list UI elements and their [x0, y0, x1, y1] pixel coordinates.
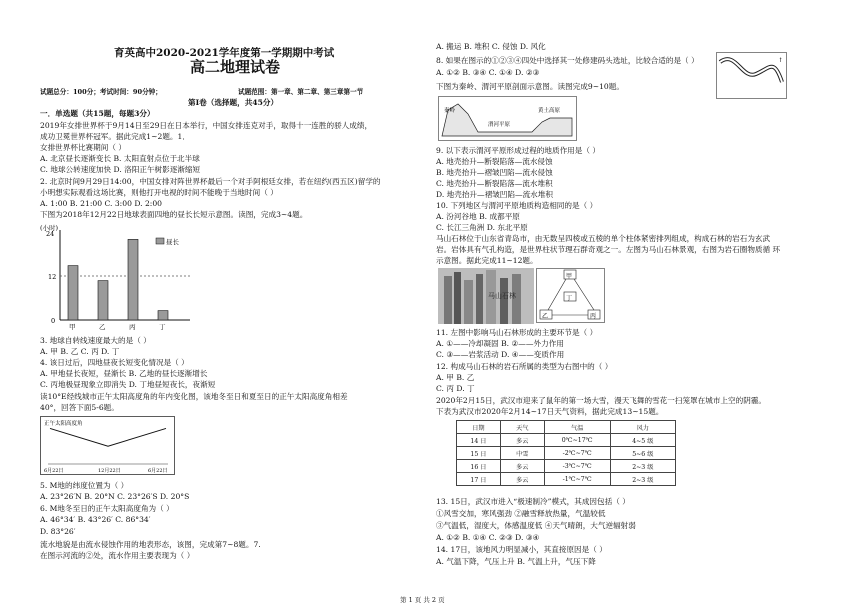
question-option: A. 地壳抬升—断裂陷落—流水侵蚀 [436, 157, 553, 166]
question-option: A. 北京昼长逐渐变长 B. 太阳直射点位于北半球 [40, 154, 200, 163]
question-text: 马山石林位于山东省青岛市，由无数呈四棱或五棱的单个柱体紧密排列组成，构成石林的岩石为玄武 [436, 234, 771, 243]
y-tick-label: 24 [46, 230, 55, 238]
chart-unit-label: (小时) [40, 224, 59, 232]
question-option: A. ①② B. ①④ C. ②③ D. ③④ [436, 533, 540, 542]
question-option: C. 丙地极昼现象立即消失 D. 丁地昼短夜长，夜渐短 [40, 380, 216, 389]
question-text: 下表为武汉市2020年2月14~17日天气资料，据此完成13~15题。 [436, 407, 664, 416]
table-row [457, 447, 676, 460]
stone-forest-photo [438, 268, 534, 324]
table-row [457, 473, 676, 486]
exam-info-left: 试题总分：100分；考试时间：90分钟； [40, 88, 162, 96]
question-option: ③气温低，湿度大，体感温度低 ④天气晴朗，大气逆辐射弱 [436, 521, 636, 530]
x-tick-label: 12月22日 [98, 468, 121, 474]
category-label: 乙 [99, 323, 106, 331]
question-option: A. 气温下降，气压上升 B. 气温上升，气压下降 [436, 557, 596, 566]
table-cell: 多云 [500, 460, 544, 473]
cycle-node: 甲 [566, 273, 573, 280]
table-cell: 4~5 级 [610, 434, 675, 447]
cycle-node: 丙 [590, 313, 597, 320]
table-cell: 多云 [500, 434, 544, 447]
exam-title: 高二地理试卷 [190, 58, 281, 76]
weather-table [456, 420, 676, 486]
qinling-profile-diagram [438, 96, 578, 142]
y-tick-label: 12 [48, 273, 57, 281]
question-option: A. 1:00 B. 21:00 C. 3:00 D. 2:00 [40, 199, 163, 208]
question-option: A. 23°26′N B. 20°N C. 23°26′S D. 20°S [40, 492, 190, 501]
school-title: 育英高中2020-2021学年度第一学期期中考试 [114, 47, 335, 59]
question-text: 岩。岩体具有气孔构造，是世界柱状节理石群奇观之一。左图为马山石林景观，右图为岩石圈物质循 环 [436, 245, 781, 254]
profile-label: 黄土高原 [538, 108, 561, 114]
cycle-node: 乙 [542, 313, 549, 320]
question-text: 在图示河流的②处，流水作用主要表现为（ ） [40, 551, 195, 560]
question-option: C. 长江三角洲 D. 东北平原 [436, 223, 528, 232]
part-heading: 第Ⅰ卷（选择题，共45分） [188, 98, 279, 107]
table-row [457, 460, 676, 473]
question-text: 小明想实际观看这场比赛，则他打开电视的时间不能晚于当地时间（ ） [40, 188, 278, 197]
question-option: A. ①② B. ③④ C. ①④ D. ②③ [436, 68, 540, 77]
day-length-bar [98, 281, 108, 320]
exam-info-right: 试题范围：第一章、第二章、第三章第一节 [238, 88, 364, 96]
legend-label: 昼长 [166, 238, 179, 246]
table-header: 日期 [457, 421, 501, 434]
question-text: 女排世界杯比赛期间（ ） [40, 143, 126, 152]
x-tick-label: 6月22日 [148, 468, 168, 474]
question-option: C. 丙 D. 丁 [436, 384, 475, 393]
table-cell: 5~6 级 [610, 447, 675, 460]
question-option: B. 地壳抬升—褶皱凹陷—流水侵蚀 [436, 168, 553, 177]
question-text: 流水地貌是由流水侵蚀作用的地表形态，该图，完成第7~8题。7. [40, 540, 261, 549]
question-option: C. 地壳抬升—断裂陷落—流水堆积 [436, 179, 553, 188]
legend-swatch [156, 238, 164, 244]
question-text: 13. 15日，武汉市进入“极速制冷”模式，其成因包括（ ） [436, 497, 630, 506]
question-text: 3. 地球自转线速度最大的是（ ） [40, 336, 151, 345]
table-row [457, 434, 676, 447]
question-option: A. ①——冷却凝固 B. ②——外力作用 [436, 339, 564, 348]
question-option: A. 汾河谷地 B. 成都平原 [436, 212, 520, 221]
question-text: 11. 左图中影响马山石林形成的主要环节是（ ） [436, 328, 598, 337]
question-text: 下图为2018年12月22日地球表面四地的昼长长短示意图。读图，完成3~4题。 [40, 210, 308, 219]
question-text: 5. M地的纬度位置为（ ） [40, 481, 129, 490]
question-text: 示意图。据此完成11~12题。 [436, 256, 538, 265]
category-label: 丙 [129, 323, 136, 331]
category-label: 甲 [69, 323, 76, 331]
table-header: 风力 [610, 421, 675, 434]
question-text: 8. 如果在图示的①②③④四处中选择其一处修建码头选址，比较合适的是（ ） [436, 56, 699, 65]
y-tick-label: 0 [51, 317, 56, 325]
page-footer: 第 1 页 共 2 页 [400, 596, 445, 604]
question-option: A. 甲 B. 乙 [436, 373, 475, 382]
question-text: 2020年2月15日，武汉市迎来了鼠年的第一场大雪，漫天飞舞的雪花一扫笼罩在城市上空的阴霾。 [436, 396, 766, 405]
question-text: 成功卫冕世界杯冠军。据此完成1~2题。1． [40, 132, 190, 141]
table-header-row [457, 421, 676, 434]
question-text: 10. 下列地区与渭河平原地质构造相同的是（ ） [436, 201, 598, 210]
day-length-bar [68, 266, 78, 320]
question-option: A. 甲 B. 乙 C. 丙 D. 丁 [40, 347, 120, 356]
question-text: 下图为秦岭、渭河平原剖面示意图。读图完成9~10题。 [436, 82, 624, 91]
question-text: 6. M地冬至日的正午太阳高度角为（ ） [40, 504, 174, 513]
table-cell: 14 日 [457, 434, 501, 447]
day-length-chart [40, 222, 200, 334]
question-option: A. 搬运 B. 堆积 C. 侵蚀 D. 风化 [436, 42, 546, 51]
question-option: C. 地球公转速度加快 D. 洛阳正午树影逐渐缩短 [40, 165, 201, 174]
question-text: 9. 以下表示渭河平原形成过程的地质作用是（ ） [436, 146, 600, 155]
question-text: 2019年女排世界杯于9月14日至29日在日本举行，中国女排连克对手，取得十一连胜的骄人成绩， [40, 121, 373, 130]
river-diagram [716, 52, 788, 100]
question-text: 14. 17日，该地风力明显减小，其直接原因是（ ） [436, 545, 607, 554]
table-cell: 15 日 [457, 447, 501, 460]
sun-altitude-chart [40, 416, 176, 476]
question-text: 40°，回答下面5-6题。 [40, 403, 119, 412]
question-option: A. 甲地昼长夜短，昼渐长 B. 乙地的昼长逐渐增长 [40, 369, 208, 378]
table-cell: 16 日 [457, 460, 501, 473]
day-length-bar [158, 311, 168, 320]
question-option: D. 83°26′ [40, 527, 76, 536]
table-cell: 17 日 [457, 473, 501, 486]
table-cell: -1℃~7℃ [544, 473, 610, 486]
table-header: 气温 [544, 421, 610, 434]
table-cell: 2~3 级 [610, 460, 675, 473]
table-cell: -3℃~7℃ [544, 460, 610, 473]
question-text: 读10°E经线城市正午太阳高度角的年内变化图，该地冬至日和夏至日的正午太阳高度角相差 [40, 392, 348, 401]
table-cell: 多云 [500, 473, 544, 486]
table-cell: 0℃~17℃ [544, 434, 610, 447]
cycle-node: 丁 [566, 295, 573, 302]
chart-y-label: 正午太阳高度角 [44, 421, 83, 427]
profile-label: 秦岭 [444, 108, 456, 114]
profile-label: 渭河平原 [488, 122, 511, 128]
table-header: 天气 [500, 421, 544, 434]
category-label: 丁 [159, 323, 166, 331]
question-option: C. ③——岩浆活动 D. ④——变质作用 [436, 350, 565, 359]
rock-cycle-diagram [536, 268, 606, 324]
question-text: 12. 构成马山石林的岩石所属的类型为右图中的（ ） [436, 362, 613, 371]
question-text: 4. 该日过后，四地昼夜长短变化情况是（ ） [40, 358, 189, 367]
question-option: D. 地壳抬升—褶皱凹陷—流水堆积 [436, 190, 553, 199]
question-text: 2. 北京时间9月29日14:00，中国女排对阵世界杯最后一个对手阿根廷女排，若在纽约(西五区)留学的 [40, 177, 381, 186]
question-option: A. 46°34′ B. 43°26′ C. 86°34′ [40, 515, 151, 524]
photo-caption: 马山石林 [488, 292, 516, 300]
day-length-bar [128, 239, 138, 320]
table-cell: 中雪 [500, 447, 544, 460]
north-arrow-icon: ↑ [778, 57, 784, 64]
table-cell: -2℃~7℃ [544, 447, 610, 460]
question-option: ①风雪交加，寒风强劲 ②融雪释放热量，气温较低 [436, 509, 606, 518]
section-heading: 一．单选题（共15题，每题3分） [40, 109, 155, 118]
x-tick-label: 6月22日 [44, 468, 64, 474]
table-cell: 2~3 级 [610, 473, 675, 486]
